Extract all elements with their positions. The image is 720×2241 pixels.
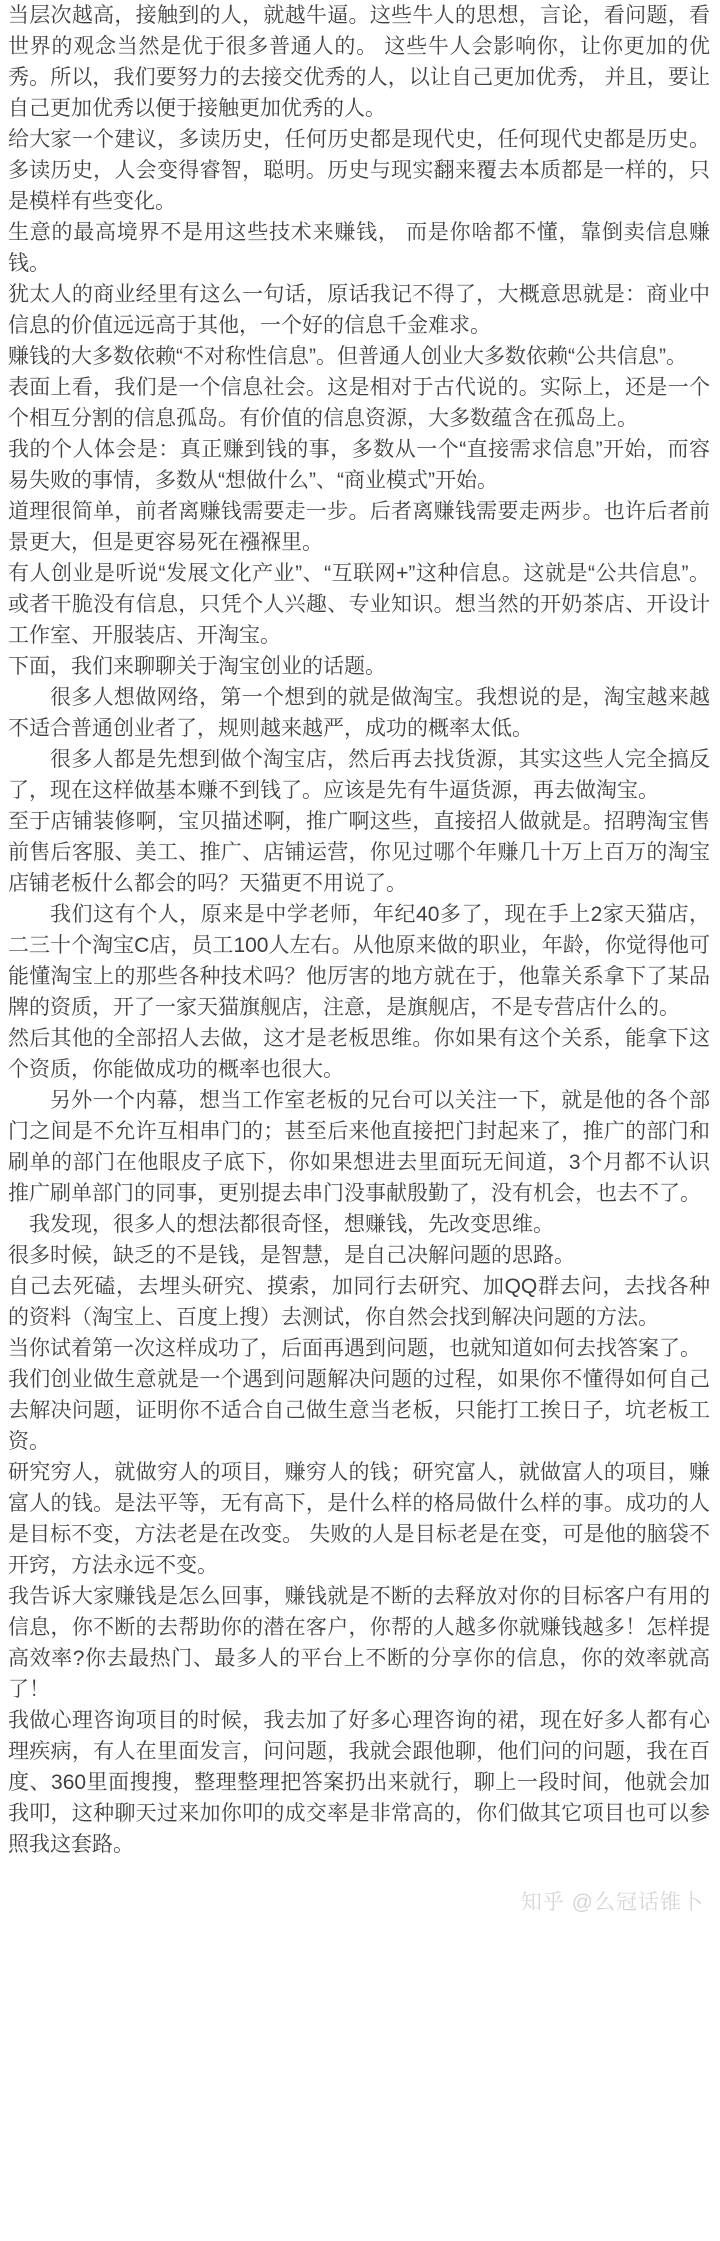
paragraph-1: 当层次越高，接触到的人，就越牛逼。这些牛人的思想，言论，看问题，看世界的观念当然是优于很多普通人的。 这些牛人会影响你，让你更加的优秀。所以，我们要努力的去接交优秀的人，以让自己更加优秀， 并且，要让自己更加优秀以便于接触更加优秀的人。 — [8, 4, 710, 120]
paragraph-12: 很多人都是先想到做个淘宝店，然后再去找货源，其实这些人完全搞反了，现在这样做基本赚不到钱了。应该是先有牛逼货源，再去做淘宝。 — [8, 748, 710, 802]
paragraph-8: 道理很简单，前者离赚钱需要走一步。后者离赚钱需要走两步。也许后者前景更大，但是更容易死在襁褓里。 — [8, 500, 710, 554]
paragraph-19: 自己去死磕，去埋头研究、摸索，加同行去研究、加QQ群去问，去找各种的资料（淘宝上、百度上搜）去测试，你自然会找到解决问题的方法。 — [8, 1275, 710, 1329]
paragraph-14: 我们这有个人，原来是中学老师，年纪40多了，现在手上2家天猫店，二三十个淘宝C店，员工100人左右。从他原来做的职业，年龄，你觉得他可能懂淘宝上的那些各种技术吗？他厉害的地方就在于，他靠关系拿下了某品牌的资质，开了一家天猫旗舰店，注意，是旗舰店，不是专营店什么的。 — [8, 903, 710, 1019]
paragraph-23: 我告诉大家赚钱是怎么回事，赚钱就是不断的去释放对你的目标客户有用的信息，你不断的去帮助你的潜在客户，你帮的人越多你就赚钱越多！怎样提高效率?你去最热门、最多人的平台上不断的分享你的信息，你的效率就高了！ — [8, 1585, 710, 1701]
zhihu-watermark: 知乎 @么冠话锥卜 — [520, 1891, 704, 1914]
paragraph-18: 很多时候，缺乏的不是钱，是智慧，是自己决解问题的思路。 — [8, 1244, 575, 1267]
paragraph-3: 生意的最高境界不是用这些技术来赚钱， 而是你啥都不懂，靠倒卖信息赚钱。 — [8, 221, 710, 275]
paragraph-13: 至于店铺装修啊，宝贝描述啊，推广啊这些，直接招人做就是。招聘淘宝售前售后客服、美工、推广、店铺运营，你见过哪个年赚几十万上百万的淘宝店铺老板什么都会的吗？天猫更不用说了。 — [8, 810, 710, 895]
paragraph-20: 当你试着第一次这样成功了，后面再遇到问题，也就知道如何去找答案了。 — [8, 1337, 701, 1360]
paragraph-4: 犹太人的商业经里有这么一句话，原话我记不得了，大概意思就是：商业中信息的价值远远高于其他，一个好的信息千金难求。 — [8, 283, 710, 337]
paragraph-15: 然后其他的全部招人去做，这才是老板思维。你如果有这个关系，能拿下这个资质，你能做成功的概率也很大。 — [8, 1027, 710, 1081]
paragraph-9: 有人创业是听说“发展文化产业”、“互联网+”这种信息。这就是“公共信息”。或者干脆没有信息，只凭个人兴趣、专业知识。想当然的开奶茶店、开设计工作室、开服装店、开淘宝。 — [8, 562, 710, 647]
paragraph-21: 我们创业做生意就是一个遇到问题解决问题的过程，如果你不懂得如何自己去解决问题，证明你不适合自己做生意当老板，只能打工挨日子，坑老板工资。 — [8, 1368, 710, 1453]
paragraph-2: 给大家一个建议，多读历史，任何历史都是现代史，任何现代史都是历史。多读历史，人会变得睿智，聪明。历史与现实翻来覆去本质都是一样的，只是模样有些变化。 — [8, 128, 710, 213]
paragraph-16: 另外一个内幕，想当工作室老板的兄台可以关注一下，就是他的各个部门之间是不允许互相串门的；甚至后来他直接把门封起来了，推广的部门和刷单的部门在他眼皮子底下，你如果想进去里面玩无间道，3个月都不认识推广刷单部门的同事，更别提去串门没事献殷勤了，没有机会，也去不了。 — [8, 1089, 710, 1205]
paragraph-24: 我做心理咨询项目的时候，我去加了好多心理咨询的裙，现在好多人都有心理疾病，有人在里面发言，问问题，我就会跟他聊，他们问的问题，我在百度、360里面搜搜，整理整理把答案扔出来就行，聊上一段时间，他就会加我叩，这种聊天过来加你叩的成交率是非常高的，你们做其它项目也可以参照我这套路。 — [8, 1709, 710, 1856]
paragraph-17: 我发现，很多人的想法都很奇怪，想赚钱，先改变思维。 — [29, 1213, 554, 1236]
paragraph-6: 表面上看，我们是一个信息社会。这是相对于古代说的。实际上，还是一个个相互分割的信息孤岛。有价值的信息资源，大多数蕴含在孤岛上。 — [8, 376, 710, 430]
paragraph-22: 研究穷人，就做穷人的项目，赚穷人的钱；研究富人，就做富人的项目，赚富人的钱。是法平等，无有高下，是什么样的格局做什么样的事。成功的人是目标不变，方法老是在改变。 失败的人是目标老是在变，可是他的脑袋不开窍，方法永远不变。 — [8, 1461, 710, 1577]
paragraph-7: 我的个人体会是：真正赚到钱的事，多数从一个“直接需求信息”开始，而容易失败的事情，多数从“想做什么”、“商业模式”开始。 — [8, 438, 710, 492]
paragraph-10: 下面，我们来聊聊关于淘宝创业的话题。 — [8, 655, 386, 678]
paragraph-5: 赚钱的大多数依赖“不对称性信息”。但普通人创业大多数依赖“公共信息”。 — [8, 345, 687, 368]
paragraph-11: 很多人想做网络，第一个想到的就是做淘宝。我想说的是，淘宝越来越不适合普通创业者了，规则越来越严，成功的概率太低。 — [8, 686, 710, 740]
